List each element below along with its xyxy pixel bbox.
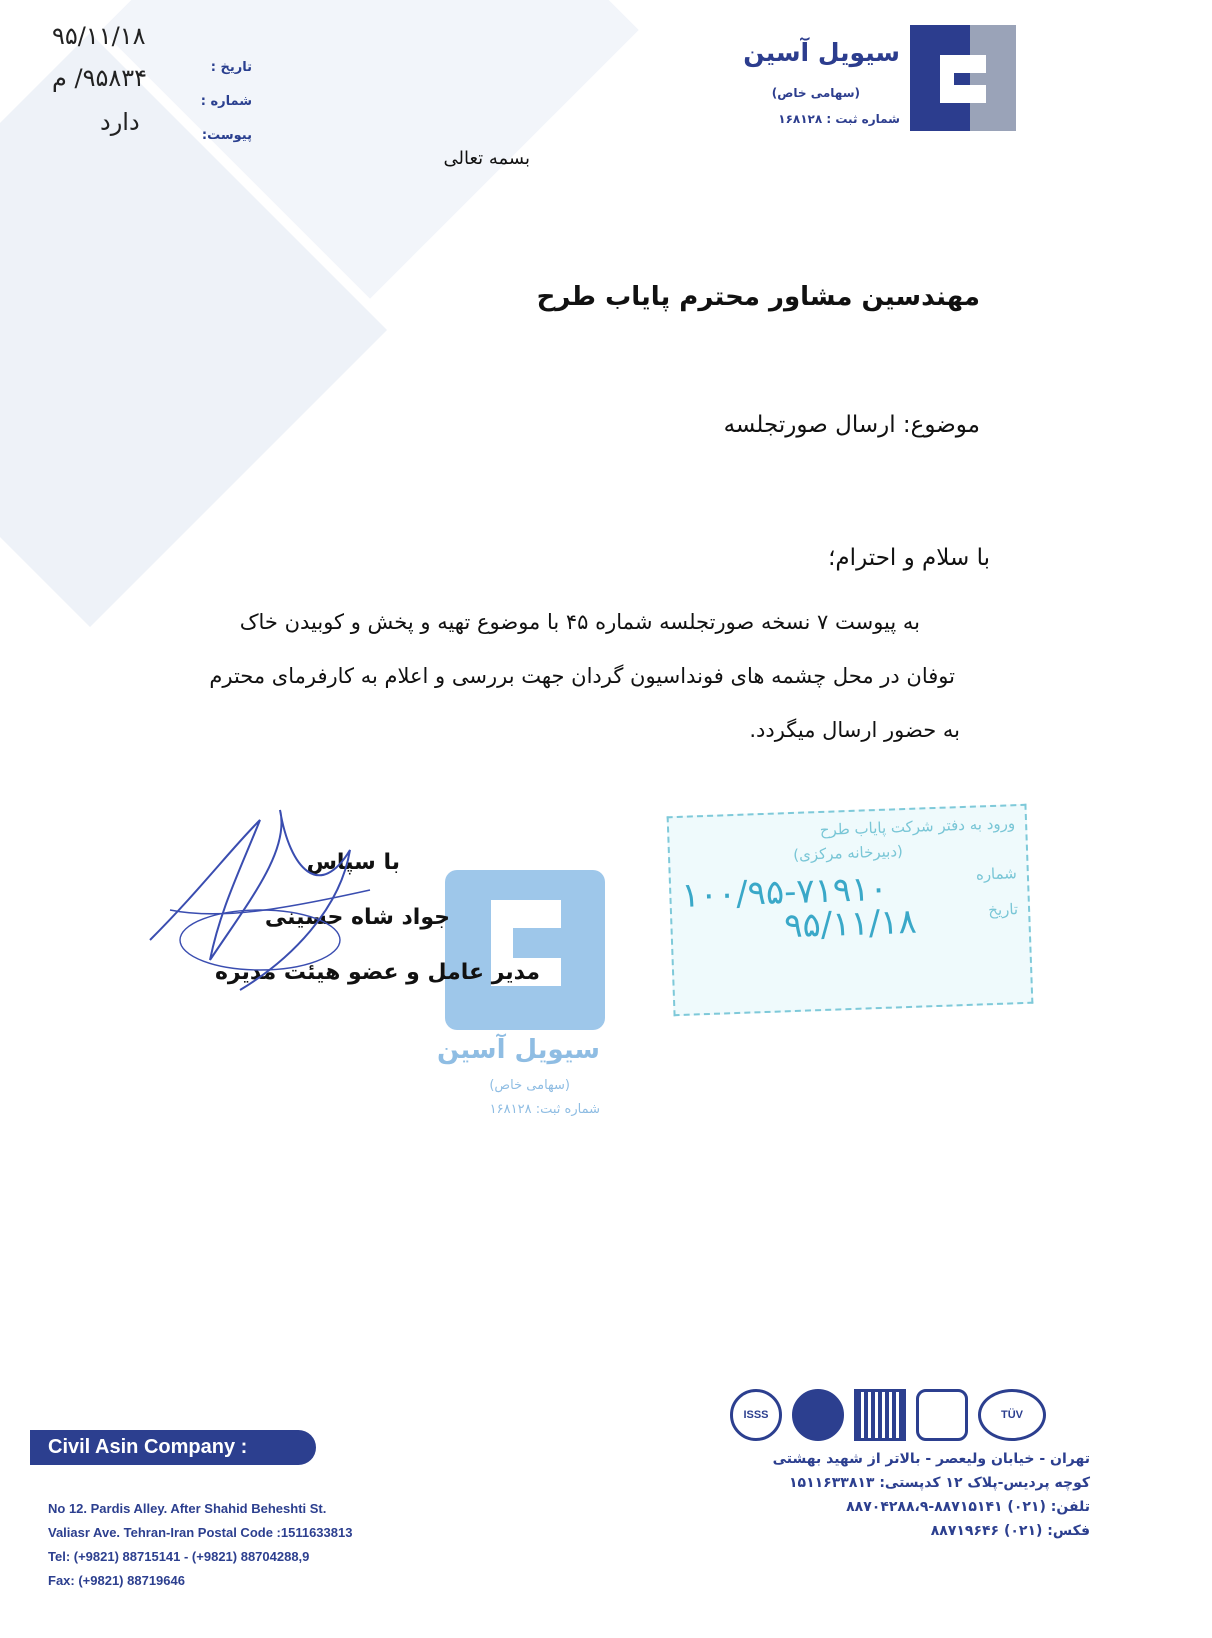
received-stamp-date: ۹۵/۱۱/۱۸ [783, 901, 918, 947]
stamp-registration: شماره ثبت: ۱۶۸۱۲۸ [489, 1102, 600, 1117]
signature-title: مدیر عامل و عضو هیئت مدیره [214, 960, 540, 985]
footer-en-line: No 12. Pardis Alley. After Shahid Beheshti St. [48, 1501, 327, 1516]
number-value: ۹۵۸۳۴/ م [52, 64, 148, 92]
footer-en-line: Tel: (+9821) 88715141 - (+9821) 88704288,9 [48, 1549, 310, 1564]
knot-cert-icon [916, 1389, 968, 1441]
isss-cert-label: ISSS [743, 1409, 769, 1421]
footer-en-line: Fax: (+9821) 88719646 [48, 1573, 185, 1588]
footer-fa-line: فکس: (۰۲۱) ۸۸۷۱۹۶۴۶ [930, 1523, 1090, 1539]
number-label: شماره : [200, 94, 252, 109]
received-stamp-line2: (دبیرخانه مرکزی) [792, 842, 904, 864]
company-logo-icon [910, 25, 1016, 131]
attachment-value: دارد [100, 108, 140, 136]
tuv-cert-label: TÜV [1001, 1409, 1023, 1421]
cert-logos [730, 1388, 1090, 1442]
civil-asin-mark-icon [792, 1389, 844, 1441]
received-stamp [667, 804, 1034, 1016]
grid-cert-icon [854, 1389, 906, 1441]
body-line: به پیوست ۷ نسخه صورتجلسه شماره ۴۵ با موضوع تهیه و پخش و کوبیدن خاک [239, 610, 920, 634]
isss-cert-icon [730, 1389, 782, 1441]
received-stamp-number: ۱۰۰/۹۵-۷۱۹۱۰ [680, 868, 889, 916]
received-stamp-line1: ورود به دفتر شرکت پایاب طرح [819, 814, 1016, 839]
stamp-name: سیویل آسین [437, 1035, 600, 1065]
signature-name: جواد شاه حسینی [264, 905, 450, 930]
greeting: با سلام و احترام؛ [828, 545, 990, 571]
tuv-cert-icon [978, 1389, 1046, 1441]
logo-registration: شماره ثبت : ۱۶۸۱۲۸ [778, 112, 900, 126]
logo-subtitle: (سهامی خاص) [771, 86, 860, 100]
footer-fa-line: تلفن: (۰۲۱) ۸۸۷۱۵۱۴۱-۸۸۷۰۴۲۸۸،۹ [846, 1499, 1090, 1515]
invocation: بسمه تعالی [443, 148, 530, 169]
body-line: توفان در محل چشمه های فونداسیون گردان جهت بررسی و اعلام به کارفرمای محترم [209, 664, 955, 688]
date-label: تاریخ : [210, 60, 252, 75]
stamp-logo-icon [445, 870, 605, 1030]
received-stamp-date-label: تاریخ [987, 900, 1019, 920]
received-stamp-number-label: شماره [975, 864, 1018, 884]
footer-fa-line: تهران - خیابان ولیعصر - بالاتر از شهید بهشتی [772, 1451, 1090, 1467]
signature-closing: با سپاس [306, 850, 400, 875]
footer-fa-line: کوچه پردیس-پلاک ۱۲ کدپستی: ۱۵۱۱۶۳۳۸۱۳ [789, 1475, 1090, 1491]
attachment-label: پیوست: [201, 128, 252, 143]
company-stamp [445, 870, 605, 1030]
body-line: به حضور ارسال میگردد. [749, 718, 960, 742]
handwritten-signature [140, 790, 400, 1010]
subject: موضوع: ارسال صورتجلسه [723, 412, 980, 438]
stamp-subtitle: (سهامی خاص) [489, 1078, 570, 1093]
company-logo [910, 25, 1016, 131]
footer-en-line: Valiasr Ave. Tehran-Iran Postal Code :1511633813 [48, 1525, 353, 1540]
recipient: مهندسین مشاور محترم پایاب طرح [536, 282, 980, 312]
date-value: ۹۵/۱۱/۱۸ [52, 22, 146, 50]
logo-name: سیویل آسین [743, 38, 900, 67]
company-badge: Civil Asin Company : [30, 1430, 316, 1465]
